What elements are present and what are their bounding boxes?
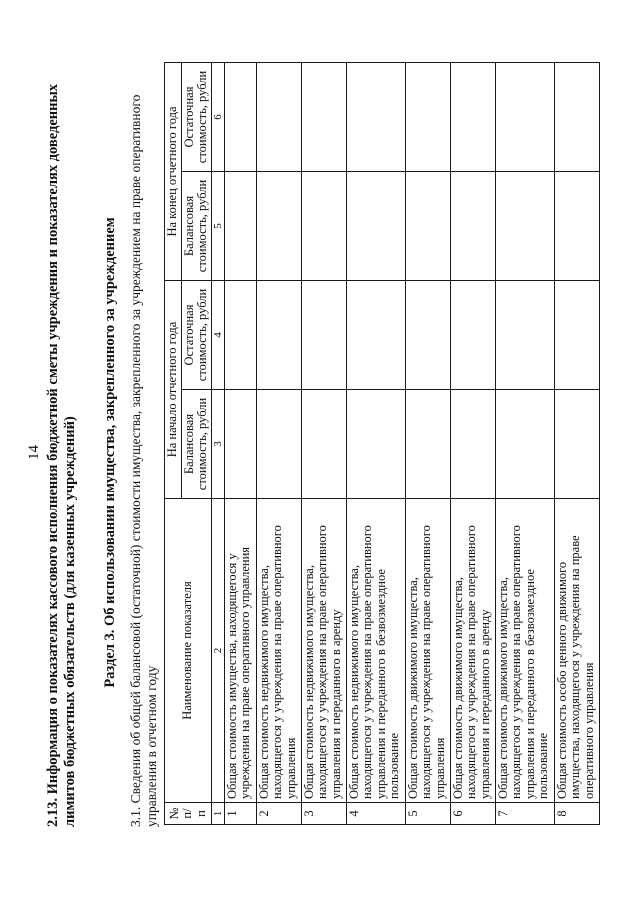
table-row bbox=[224, 63, 256, 825]
cell-end-balance bbox=[224, 172, 256, 281]
cell-end-balance bbox=[495, 172, 554, 281]
column-number: 1 bbox=[211, 803, 224, 825]
header-end-residual: Остаточная стоимость, рубли bbox=[181, 63, 211, 172]
cell-end-residual bbox=[495, 63, 554, 172]
cell-start-residual bbox=[346, 281, 405, 390]
cell-start-balance bbox=[405, 390, 450, 499]
table-row bbox=[495, 63, 554, 825]
cell-start-balance bbox=[554, 390, 599, 499]
cell-start-balance bbox=[346, 390, 405, 499]
cell-end-balance bbox=[346, 172, 405, 281]
column-number: 4 bbox=[211, 281, 224, 390]
cell-end-residual bbox=[224, 63, 256, 172]
row-number: 5 bbox=[405, 803, 450, 825]
column-number-row bbox=[211, 63, 224, 825]
cell-start-residual bbox=[450, 281, 495, 390]
header-end-year: На конец отчетного года bbox=[165, 63, 182, 281]
page-number: 14 bbox=[26, 445, 42, 460]
row-number: 1 bbox=[224, 803, 256, 825]
table-row bbox=[256, 63, 301, 825]
cell-start-residual bbox=[405, 281, 450, 390]
cell-end-residual bbox=[301, 63, 346, 172]
header-end-balance: Балансовая стоимость, рубли bbox=[181, 172, 211, 281]
table-row bbox=[554, 63, 599, 825]
cell-end-residual bbox=[554, 63, 599, 172]
header-start-residual: Остаточная стоимость, рубли bbox=[181, 281, 211, 390]
cell-start-balance bbox=[224, 390, 256, 499]
row-label: Общая стоимость движимого имущества, находящегося у учреждения на праве оперативного управления bbox=[405, 499, 450, 803]
column-number: 5 bbox=[211, 172, 224, 281]
row-label: Общая стоимость недвижимого имущества, находящегося у учреждения на праве оперативного управления и переданного в аренду bbox=[301, 499, 346, 803]
row-number: 7 bbox=[495, 803, 554, 825]
table-row bbox=[405, 63, 450, 825]
section-title: Раздел 3. Об использовании имущества, закрепленного за учреждением bbox=[102, 217, 118, 688]
cell-end-balance bbox=[301, 172, 346, 281]
cell-start-balance bbox=[450, 390, 495, 499]
subheading-3-1: 3.1. Сведения об общей балансовой (остаточной) стоимости имущества, закрепленного за учреждением на праве оперативного управления в отчетном году bbox=[128, 94, 159, 827]
row-number: 2 bbox=[256, 803, 301, 825]
heading-2-13: 2.13. Информация о показателях кассового исполнения бюджетной сметы учреждения и показателях доведенных лимитов бюджетных обязательств (для казенных учреждений) bbox=[45, 83, 78, 827]
cell-end-residual bbox=[450, 63, 495, 172]
cell-end-residual bbox=[346, 63, 405, 172]
cell-start-balance bbox=[495, 390, 554, 499]
row-number: 6 bbox=[450, 803, 495, 825]
row-number: 3 bbox=[301, 803, 346, 825]
table-row bbox=[346, 63, 405, 825]
row-label: Общая стоимость движимого имущества, находящегося у учреждения на праве оперативного управления и переданного в аренду bbox=[450, 499, 495, 803]
cell-start-residual bbox=[301, 281, 346, 390]
row-label: Общая стоимость недвижимого имущества, находящегося у учреждения на праве оперативного управления bbox=[256, 499, 301, 803]
cell-end-balance bbox=[405, 172, 450, 281]
row-label: Общая стоимость недвижимого имущества, находящегося у учреждения на праве оперативного управления и переданного в безвозмездное пользование bbox=[346, 499, 405, 803]
header-start-balance: Балансовая стоимость, рубли bbox=[181, 390, 211, 499]
cell-start-balance bbox=[256, 390, 301, 499]
row-number: 8 bbox=[554, 803, 599, 825]
column-number: 6 bbox=[211, 63, 224, 172]
table-row bbox=[450, 63, 495, 825]
header-name: Наименование показателя bbox=[165, 499, 212, 803]
cell-start-residual bbox=[256, 281, 301, 390]
property-value-table bbox=[164, 62, 600, 825]
cell-end-residual bbox=[256, 63, 301, 172]
cell-start-residual bbox=[554, 281, 599, 390]
row-label: Общая стоимость имущества, находящегося у учреждения на праве оперативного управления bbox=[224, 499, 256, 803]
cell-end-balance bbox=[554, 172, 599, 281]
row-label: Общая стоимость особо ценного движимого имущества, находящегося у учреждения на праве оперативного управления bbox=[554, 499, 599, 803]
header-num: № п/п bbox=[165, 803, 212, 825]
header-start-year: На начало отчетного года bbox=[165, 281, 182, 499]
cell-end-balance bbox=[450, 172, 495, 281]
column-number: 3 bbox=[211, 390, 224, 499]
cell-start-residual bbox=[495, 281, 554, 390]
column-number: 2 bbox=[211, 499, 224, 803]
row-number: 4 bbox=[346, 803, 405, 825]
cell-end-residual bbox=[405, 63, 450, 172]
row-label: Общая стоимость движимого имущества, находящегося у учреждения на праве оперативного управления и переданного в безвозмездное пользование bbox=[495, 499, 554, 803]
cell-end-balance bbox=[256, 172, 301, 281]
cell-start-balance bbox=[301, 390, 346, 499]
cell-start-residual bbox=[224, 281, 256, 390]
table-row bbox=[301, 63, 346, 825]
